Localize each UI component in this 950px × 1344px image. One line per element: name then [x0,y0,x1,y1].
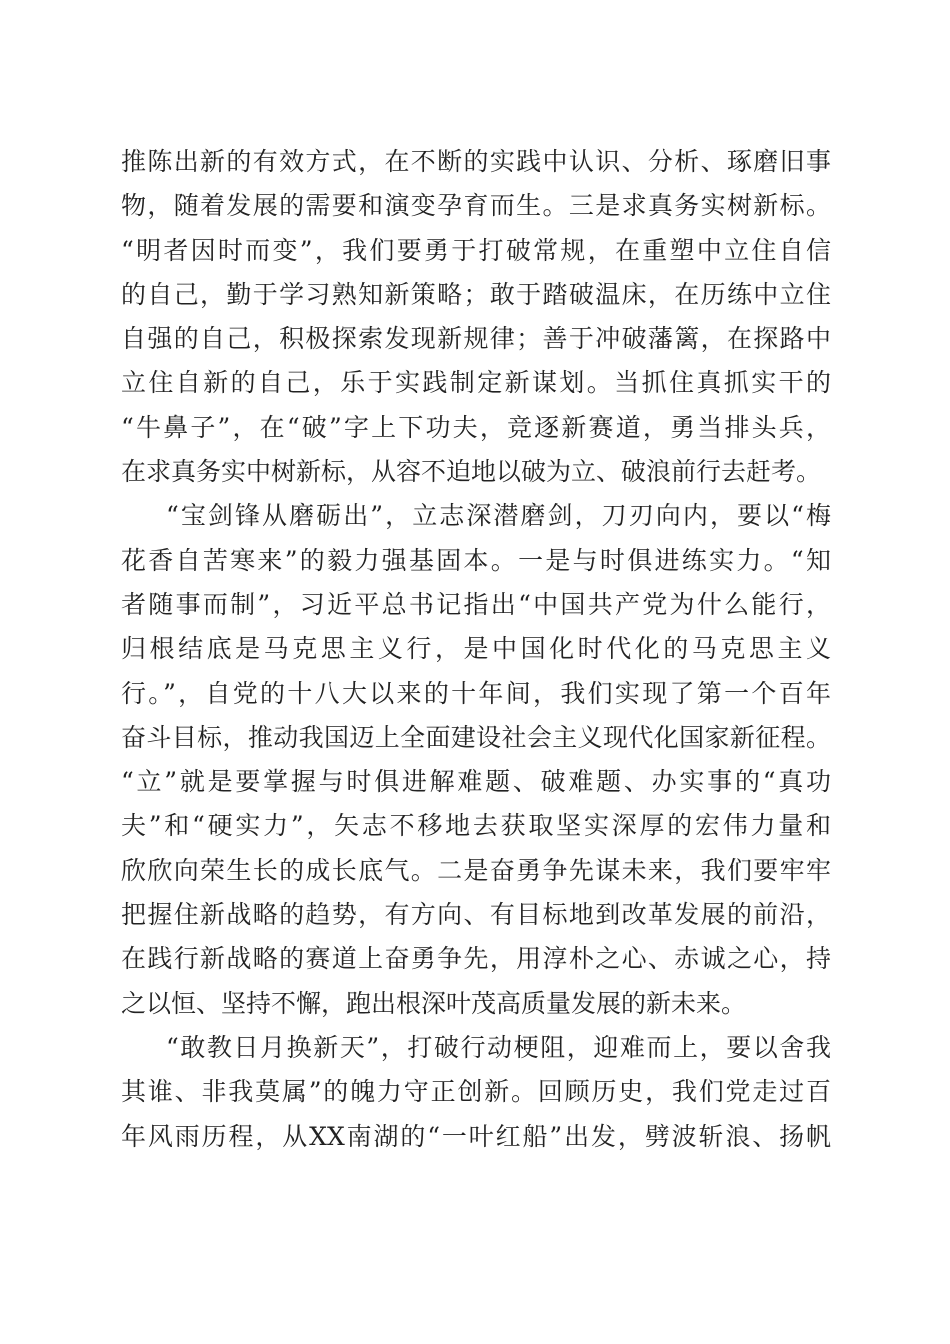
text-line: 之以恒、坚持不懈，跑出根深叶茂高质量发展的新未来。 [121,988,747,1018]
text-line: 在践行新战略的赛道上奋勇争先，用淳朴之心、赤诚之心，持 [121,944,831,974]
text-line: 推陈出新的有效方式，在不断的实践中认识、分析、琢磨旧事 [121,147,831,176]
text-line: 者随事而制”，习近平总书记指出“中国共产党为什么能行， [121,589,831,619]
paragraph-2 [121,494,831,1026]
text-line: 年风雨历程，从XX南湖的“一叶红船”出发，劈波斩浪、扬帆 [121,1121,831,1151]
text-line: 立住自新的自己，乐于实践制定新谋划。当抓住真抓实干的 [121,368,831,398]
paragraph-3 [121,1026,831,1159]
text-line: 欣欣向荣生长的成长底气。二是奋勇争先谋未来，我们要牢牢 [121,855,831,885]
text-line: 的自己，勤于学习熟知新策略；敢于踏破温床，在历练中立住 [121,279,831,309]
text-line: “明者因时而变”，我们要勇于打破常规，在重塑中立住自信 [121,235,831,265]
text-line: 归根结底是马克思主义行，是中国化时代化的马克思主义 [121,634,831,664]
paragraph-1 [121,140,831,494]
document-body [121,140,831,1159]
text-line: 奋斗目标，推动我国迈上全面建设社会主义现代化国家新征程。 [121,722,831,752]
text-line: 把握住新战略的趋势，有方向、有目标地到改革发展的前沿， [121,900,831,930]
text-line: “敢教日月换新天”，打破行动梗阻，迎难而上，要以舍我 [166,1032,831,1062]
text-line: 物，随着发展的需要和演变孕育而生。三是求真务实树新标。 [121,191,831,221]
text-line: 花香自苦寒来”的毅力强基固本。一是与时俱进练实力。“知 [121,545,831,575]
text-line: 夫”和“硬实力”，矢志不移地去获取坚实深厚的宏伟力量和 [121,811,831,841]
text-line: “宝剑锋从磨砺出”，立志深潜磨剑，刀刃向内，要以“梅 [166,501,831,531]
text-line: 在求真务实中树新标，从容不迫地以破为立、破浪前行去赶考。 [121,457,822,487]
text-line: “立”就是要掌握与时俱进解难题、破难题、办实事的“真功 [121,767,831,797]
text-line: “牛鼻子”，在“破”字上下功夫，竞逐新赛道，勇当排头兵， [121,412,831,442]
text-line: 行。”，自党的十八大以来的十年间，我们实现了第一个百年 [121,678,831,708]
text-line: 自强的自己，积极探索发现新规律；善于冲破藩篱，在探路中 [121,324,831,354]
text-line: 其谁、非我莫属”的魄力守正创新。回顾历史，我们党走过百 [121,1077,831,1107]
